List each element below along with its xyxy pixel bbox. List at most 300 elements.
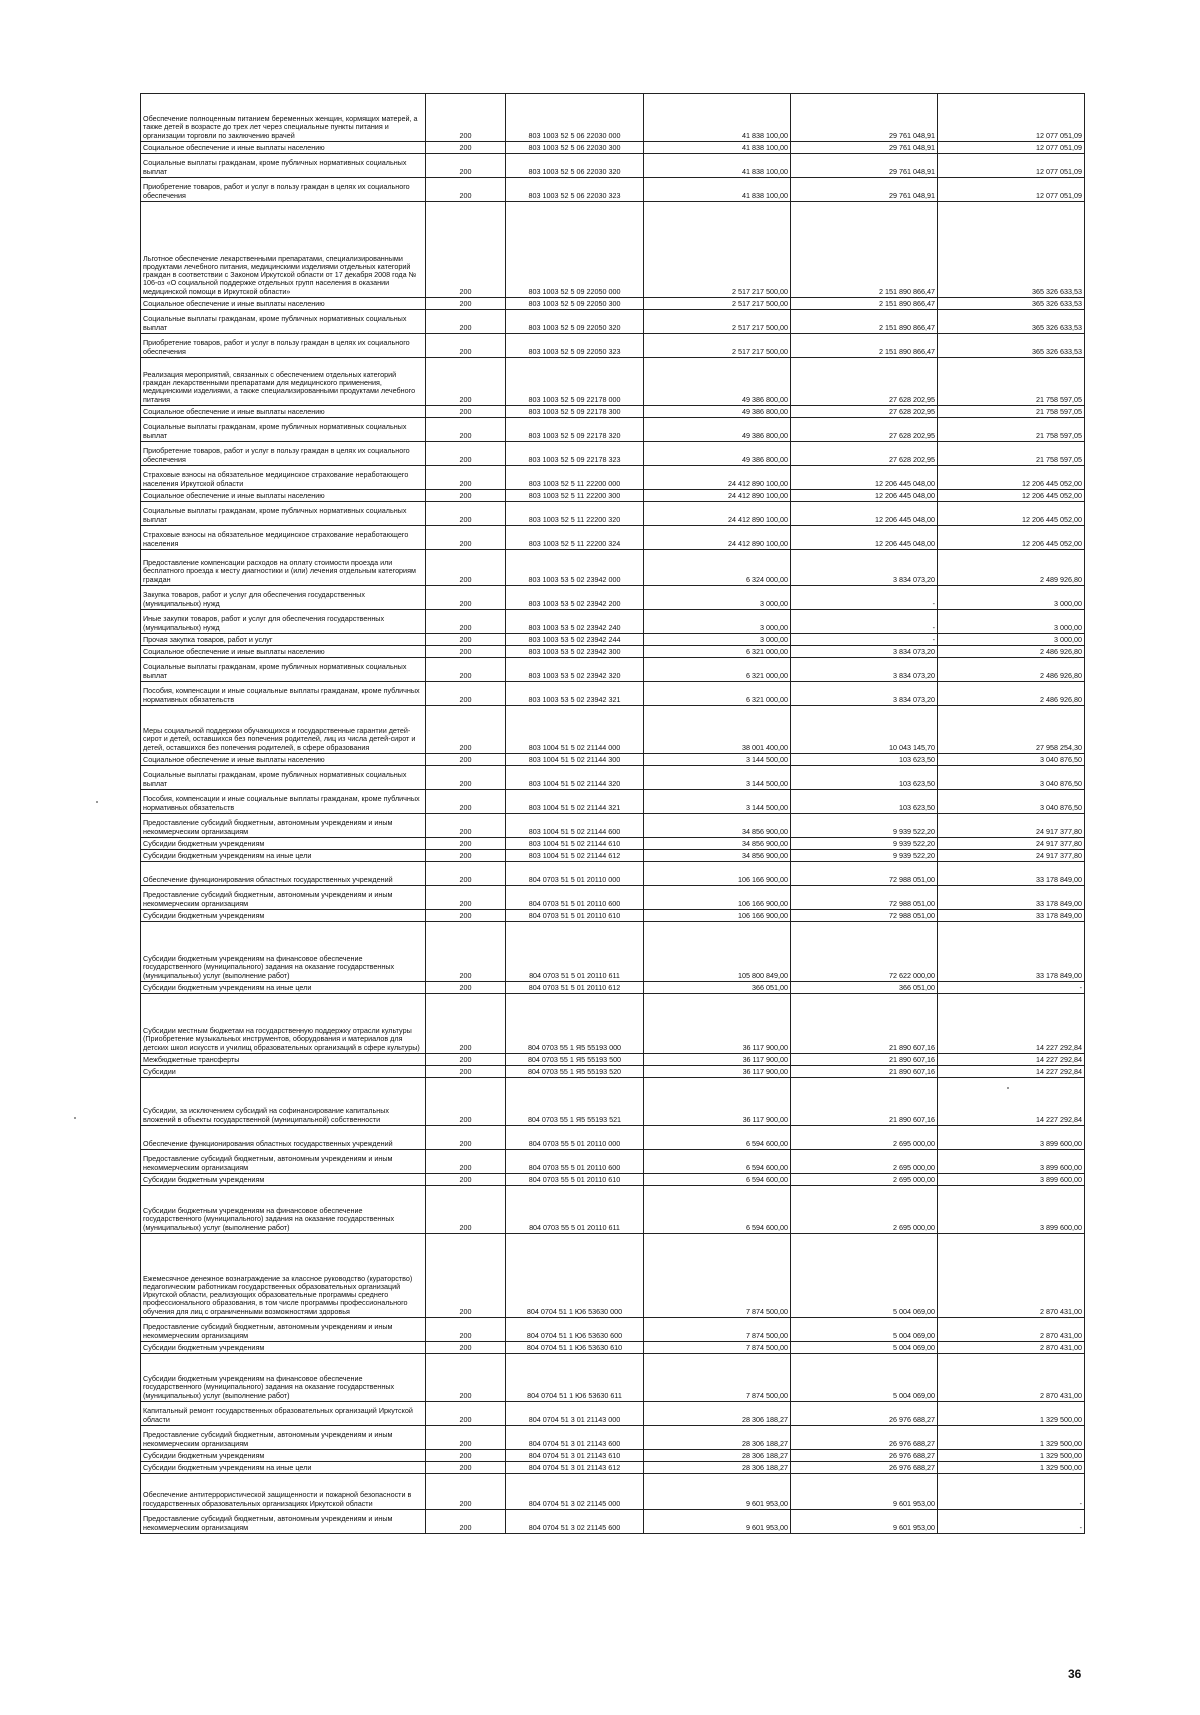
row-unexecuted-amount-cell: 33 178 849,00 [938,862,1085,886]
row-unexecuted-amount-cell: 24 917 377,80 [938,838,1085,850]
row-name-cell: Субсидии местным бюджетам на государственную поддержку отрасли культуры (Приобретение музыкальных инструментов, оборудования и материалов для детских школ искусств и училищ образовательных организаций в сфере культуры) [141,994,426,1054]
row-unexecuted-amount-cell: 2 870 431,00 [938,1234,1085,1318]
table-row [141,646,1085,658]
table-row [141,994,1085,1054]
row-approved-amount-cell: 36 117 900,00 [644,1066,791,1078]
row-code-cell: 200 [426,814,506,838]
table-row [141,886,1085,910]
row-classification-code-cell: 804 0704 51 3 01 21143 610 [506,1450,644,1462]
table-row [141,1426,1085,1450]
table-row [141,586,1085,610]
row-name-cell: Субсидии бюджетным учреждениям [141,1450,426,1462]
table-row [141,1066,1085,1078]
row-classification-code-cell: 803 1003 52 5 09 22050 000 [506,202,644,298]
scan-speck [96,801,98,803]
row-executed-amount-cell: 2 695 000,00 [791,1174,938,1186]
row-classification-code-cell: 804 0704 51 1 Ю6 53630 610 [506,1342,644,1354]
row-code-cell: 200 [426,658,506,682]
row-name-cell: Субсидии бюджетным учреждениям на иные цели [141,982,426,994]
row-approved-amount-cell: 105 800 849,00 [644,922,791,982]
row-executed-amount-cell: 366 051,00 [791,982,938,994]
row-classification-code-cell: 804 0703 55 1 Я5 55193 520 [506,1066,644,1078]
row-executed-amount-cell: - [791,634,938,646]
row-classification-code-cell: 803 1003 53 5 02 23942 300 [506,646,644,658]
row-name-cell: Социальное обеспечение и иные выплаты населению [141,646,426,658]
row-name-cell: Субсидии бюджетным учреждениям [141,910,426,922]
row-approved-amount-cell: 41 838 100,00 [644,178,791,202]
row-name-cell: Субсидии бюджетным учреждениям на финансовое обеспечение государственного (муниципального) задания на оказание государственных (муниципальных) услуг (выполнение работ) [141,1186,426,1234]
row-approved-amount-cell: 3 000,00 [644,586,791,610]
row-code-cell: 200 [426,334,506,358]
row-unexecuted-amount-cell: 14 227 292,84 [938,1066,1085,1078]
row-approved-amount-cell: 24 412 890 100,00 [644,502,791,526]
table-row [141,1054,1085,1066]
row-code-cell: 200 [426,1186,506,1234]
row-name-cell: Меры социальной поддержки обучающихся и государственные гарантии детей-сирот и детей, оставшихся без попечения родителей, лиц из числа детей-сирот и детей, оставшихся без попечения родителей, в сфере образования [141,706,426,754]
row-executed-amount-cell: 2 151 890 866,47 [791,202,938,298]
row-approved-amount-cell: 49 386 800,00 [644,406,791,418]
row-executed-amount-cell: 9 939 522,20 [791,838,938,850]
row-code-cell: 200 [426,850,506,862]
table-row [141,358,1085,406]
row-approved-amount-cell: 9 601 953,00 [644,1474,791,1510]
row-approved-amount-cell: 49 386 800,00 [644,418,791,442]
row-classification-code-cell: 804 0703 55 1 Я5 55193 000 [506,994,644,1054]
row-executed-amount-cell: 2 695 000,00 [791,1186,938,1234]
row-approved-amount-cell: 3 144 500,00 [644,790,791,814]
row-classification-code-cell: 803 1003 53 5 02 23942 320 [506,658,644,682]
row-approved-amount-cell: 34 856 900,00 [644,838,791,850]
table-row [141,94,1085,142]
row-code-cell: 200 [426,790,506,814]
row-approved-amount-cell: 7 874 500,00 [644,1354,791,1402]
row-code-cell: 200 [426,922,506,982]
row-classification-code-cell: 803 1003 52 5 06 22030 300 [506,142,644,154]
row-name-cell: Обеспечение полноценным питанием беременных женщин, кормящих матерей, а также детей в возрасте до трех лет через специальные пункты питания и организации торговли по заключению врачей [141,94,426,142]
table-row [141,610,1085,634]
row-name-cell: Субсидии бюджетным учреждениям на финансовое обеспечение государственного (муниципального) задания на оказание государственных (муниципальных) услуг (выполнение работ) [141,1354,426,1402]
row-classification-code-cell: 803 1003 52 5 09 22050 300 [506,298,644,310]
row-code-cell: 200 [426,838,506,850]
row-code-cell: 200 [426,466,506,490]
row-code-cell: 200 [426,142,506,154]
row-unexecuted-amount-cell: 2 870 431,00 [938,1354,1085,1402]
row-code-cell: 200 [426,1318,506,1342]
row-executed-amount-cell: 5 004 069,00 [791,1234,938,1318]
table-row [141,850,1085,862]
row-code-cell: 200 [426,634,506,646]
row-name-cell: Социальные выплаты гражданам, кроме публичных нормативных социальных выплат [141,418,426,442]
row-code-cell: 200 [426,1354,506,1402]
row-code-cell: 200 [426,886,506,910]
row-unexecuted-amount-cell: 12 206 445 052,00 [938,526,1085,550]
row-executed-amount-cell: 2 695 000,00 [791,1150,938,1174]
row-code-cell: 200 [426,418,506,442]
table-row [141,298,1085,310]
table-row [141,682,1085,706]
table-row [141,1462,1085,1474]
row-approved-amount-cell: 3 000,00 [644,610,791,634]
row-executed-amount-cell: 12 206 445 048,00 [791,466,938,490]
table-row [141,1342,1085,1354]
table-row [141,1078,1085,1126]
row-executed-amount-cell: 26 976 688,27 [791,1402,938,1426]
row-code-cell: 200 [426,1234,506,1318]
row-classification-code-cell: 803 1004 51 5 02 21144 610 [506,838,644,850]
row-code-cell: 200 [426,502,506,526]
row-code-cell: 200 [426,1510,506,1534]
row-code-cell: 200 [426,298,506,310]
row-approved-amount-cell: 41 838 100,00 [644,94,791,142]
row-name-cell: Предоставление субсидий бюджетным, автономным учреждениям и иным некоммерческим организациям [141,1510,426,1534]
row-classification-code-cell: 803 1003 53 5 02 23942 000 [506,550,644,586]
row-name-cell: Обеспечение функционирования областных государственных учреждений [141,1126,426,1150]
row-executed-amount-cell: 2 151 890 866,47 [791,310,938,334]
row-approved-amount-cell: 6 321 000,00 [644,658,791,682]
row-approved-amount-cell: 49 386 800,00 [644,442,791,466]
row-unexecuted-amount-cell: 3 040 876,50 [938,754,1085,766]
row-executed-amount-cell: 5 004 069,00 [791,1342,938,1354]
row-executed-amount-cell: 103 623,50 [791,766,938,790]
row-unexecuted-amount-cell: 3 040 876,50 [938,790,1085,814]
table-row [141,1174,1085,1186]
row-executed-amount-cell: 10 043 145,70 [791,706,938,754]
row-code-cell: 200 [426,1426,506,1450]
row-code-cell: 200 [426,994,506,1054]
row-name-cell: Субсидии бюджетным учреждениям на финансовое обеспечение государственного (муниципального) задания на оказание государственных (муниципальных) услуг (выполнение работ) [141,922,426,982]
row-executed-amount-cell: 12 206 445 048,00 [791,490,938,502]
row-executed-amount-cell: 3 834 073,20 [791,550,938,586]
row-code-cell: 200 [426,526,506,550]
row-classification-code-cell: 804 0704 51 1 Ю6 53630 000 [506,1234,644,1318]
row-classification-code-cell: 804 0704 51 3 01 21143 000 [506,1402,644,1426]
row-executed-amount-cell: 29 761 048,91 [791,142,938,154]
row-executed-amount-cell: 29 761 048,91 [791,178,938,202]
row-unexecuted-amount-cell: 365 326 633,53 [938,298,1085,310]
row-classification-code-cell: 804 0703 51 5 01 20110 611 [506,922,644,982]
row-approved-amount-cell: 28 306 188,27 [644,1426,791,1450]
row-executed-amount-cell: 21 890 607,16 [791,1054,938,1066]
row-name-cell: Субсидии, за исключением субсидий на софинансирование капитальных вложений в объекты государственной (муниципальной) собственности [141,1078,426,1126]
table-row [141,1186,1085,1234]
row-approved-amount-cell: 2 517 217 500,00 [644,334,791,358]
row-executed-amount-cell: 26 976 688,27 [791,1450,938,1462]
row-approved-amount-cell: 7 874 500,00 [644,1234,791,1318]
row-executed-amount-cell: 5 004 069,00 [791,1354,938,1402]
row-unexecuted-amount-cell: 12 077 051,09 [938,94,1085,142]
row-classification-code-cell: 803 1003 52 5 06 22030 323 [506,178,644,202]
row-unexecuted-amount-cell: 3 899 600,00 [938,1150,1085,1174]
row-executed-amount-cell: - [791,586,938,610]
row-unexecuted-amount-cell: 14 227 292,84 [938,1054,1085,1066]
row-name-cell: Предоставление субсидий бюджетным, автономным учреждениям и иным некоммерческим организациям [141,1318,426,1342]
row-unexecuted-amount-cell: 12 206 445 052,00 [938,466,1085,490]
row-name-cell: Обеспечение антитеррористической защищенности и пожарной безопасности в государственных образовательных организациях Иркутской области [141,1474,426,1510]
table-row [141,1402,1085,1426]
row-code-cell: 200 [426,406,506,418]
row-name-cell: Субсидии бюджетным учреждениям [141,838,426,850]
table-row [141,1510,1085,1534]
row-classification-code-cell: 803 1003 52 5 09 22050 323 [506,334,644,358]
row-approved-amount-cell: 24 412 890 100,00 [644,526,791,550]
row-executed-amount-cell: 27 628 202,95 [791,358,938,406]
row-classification-code-cell: 803 1003 52 5 09 22178 323 [506,442,644,466]
row-executed-amount-cell: 2 695 000,00 [791,1126,938,1150]
row-classification-code-cell: 804 0704 51 3 02 21145 000 [506,1474,644,1510]
row-executed-amount-cell: 2 151 890 866,47 [791,298,938,310]
row-executed-amount-cell: 72 988 051,00 [791,910,938,922]
row-approved-amount-cell: 7 874 500,00 [644,1318,791,1342]
table-row [141,418,1085,442]
row-name-cell: Социальное обеспечение и иные выплаты населению [141,142,426,154]
row-approved-amount-cell: 6 594 600,00 [644,1126,791,1150]
row-unexecuted-amount-cell: 1 329 500,00 [938,1462,1085,1474]
row-approved-amount-cell: 106 166 900,00 [644,862,791,886]
row-classification-code-cell: 803 1003 52 5 09 22050 320 [506,310,644,334]
row-classification-code-cell: 804 0703 55 5 01 20110 000 [506,1126,644,1150]
row-executed-amount-cell: 3 834 073,20 [791,658,938,682]
table-row [141,1354,1085,1402]
row-unexecuted-amount-cell: 21 758 597,05 [938,418,1085,442]
row-unexecuted-amount-cell: 3 899 600,00 [938,1174,1085,1186]
row-name-cell: Субсидии бюджетным учреждениям [141,1174,426,1186]
row-unexecuted-amount-cell: 2 870 431,00 [938,1318,1085,1342]
row-approved-amount-cell: 6 321 000,00 [644,646,791,658]
row-unexecuted-amount-cell: - [938,1510,1085,1534]
row-unexecuted-amount-cell: 33 178 849,00 [938,922,1085,982]
row-approved-amount-cell: 7 874 500,00 [644,1342,791,1354]
row-code-cell: 200 [426,586,506,610]
row-name-cell: Приобретение товаров, работ и услуг в пользу граждан в целях их социального обеспечения [141,442,426,466]
row-approved-amount-cell: 41 838 100,00 [644,142,791,154]
row-name-cell: Субсидии бюджетным учреждениям на иные цели [141,1462,426,1474]
row-code-cell: 200 [426,1474,506,1510]
row-code-cell: 200 [426,1066,506,1078]
row-executed-amount-cell: 2 151 890 866,47 [791,334,938,358]
row-code-cell: 200 [426,646,506,658]
row-approved-amount-cell: 41 838 100,00 [644,154,791,178]
row-approved-amount-cell: 38 001 400,00 [644,706,791,754]
scan-speck [74,1117,76,1119]
table-row [141,910,1085,922]
row-code-cell: 200 [426,1054,506,1066]
table-row [141,814,1085,838]
row-code-cell: 200 [426,1342,506,1354]
row-name-cell: Субсидии [141,1066,426,1078]
row-code-cell: 200 [426,1126,506,1150]
row-approved-amount-cell: 28 306 188,27 [644,1450,791,1462]
row-code-cell: 200 [426,910,506,922]
table-row [141,754,1085,766]
row-executed-amount-cell: 72 988 051,00 [791,862,938,886]
row-unexecuted-amount-cell: - [938,982,1085,994]
row-classification-code-cell: 803 1003 52 5 06 22030 320 [506,154,644,178]
row-unexecuted-amount-cell: 14 227 292,84 [938,994,1085,1054]
row-name-cell: Субсидии бюджетным учреждениям [141,1342,426,1354]
row-classification-code-cell: 803 1003 53 5 02 23942 200 [506,586,644,610]
row-classification-code-cell: 804 0703 55 5 01 20110 600 [506,1150,644,1174]
row-classification-code-cell: 804 0704 51 3 01 21143 612 [506,1462,644,1474]
table-row [141,766,1085,790]
row-name-cell: Социальное обеспечение и иные выплаты населению [141,754,426,766]
row-code-cell: 200 [426,442,506,466]
row-name-cell: Предоставление субсидий бюджетным, автономным учреждениям и иным некоммерческим организациям [141,1426,426,1450]
row-unexecuted-amount-cell: 2 870 431,00 [938,1342,1085,1354]
table-row [141,466,1085,490]
row-classification-code-cell: 804 0704 51 1 Ю6 53630 611 [506,1354,644,1402]
row-name-cell: Закупка товаров, работ и услуг для обеспечения государственных (муниципальных) нужд [141,586,426,610]
row-approved-amount-cell: 24 412 890 100,00 [644,466,791,490]
page-number: 36 [1068,1667,1082,1681]
row-name-cell: Социальные выплаты гражданам, кроме публичных нормативных социальных выплат [141,766,426,790]
row-classification-code-cell: 804 0703 51 5 01 20110 000 [506,862,644,886]
row-executed-amount-cell: 103 623,50 [791,754,938,766]
row-executed-amount-cell: 103 623,50 [791,790,938,814]
row-classification-code-cell: 803 1004 51 5 02 21144 321 [506,790,644,814]
row-approved-amount-cell: 24 412 890 100,00 [644,490,791,502]
row-classification-code-cell: 804 0703 51 5 01 20110 612 [506,982,644,994]
row-unexecuted-amount-cell: 12 077 051,09 [938,154,1085,178]
row-unexecuted-amount-cell: 2 486 926,80 [938,646,1085,658]
table-row [141,502,1085,526]
row-executed-amount-cell: 3 834 073,20 [791,682,938,706]
table-row [141,1126,1085,1150]
row-unexecuted-amount-cell: 14 227 292,84 [938,1078,1085,1126]
table-row [141,142,1085,154]
row-executed-amount-cell: 29 761 048,91 [791,94,938,142]
row-name-cell: Ежемесячное денежное вознаграждение за классное руководство (кураторство) педагогическим работникам государственных образовательных организаций Иркутской области, реализующих образовательные программы среднего профессионального образования, в том числе программы профессионального обучения для лиц с ограниченными возможностями здоровья [141,1234,426,1318]
row-executed-amount-cell: 27 628 202,95 [791,418,938,442]
row-name-cell: Социальные выплаты гражданам, кроме публичных нормативных социальных выплат [141,502,426,526]
row-code-cell: 200 [426,766,506,790]
row-name-cell: Социальное обеспечение и иные выплаты населению [141,298,426,310]
row-code-cell: 200 [426,610,506,634]
row-unexecuted-amount-cell: 3 000,00 [938,610,1085,634]
row-classification-code-cell: 804 0703 55 1 Я5 55193 521 [506,1078,644,1126]
row-unexecuted-amount-cell: 1 329 500,00 [938,1450,1085,1462]
row-classification-code-cell: 803 1003 52 5 09 22178 000 [506,358,644,406]
row-code-cell: 200 [426,94,506,142]
row-approved-amount-cell: 6 594 600,00 [644,1186,791,1234]
row-executed-amount-cell: 9 939 522,20 [791,850,938,862]
row-executed-amount-cell: 21 890 607,16 [791,994,938,1054]
table-row [141,1450,1085,1462]
row-approved-amount-cell: 6 321 000,00 [644,682,791,706]
row-code-cell: 200 [426,682,506,706]
row-approved-amount-cell: 3 144 500,00 [644,754,791,766]
row-executed-amount-cell: 26 976 688,27 [791,1462,938,1474]
table-row [141,154,1085,178]
row-unexecuted-amount-cell: 3 000,00 [938,634,1085,646]
row-unexecuted-amount-cell: 21 758 597,05 [938,358,1085,406]
row-classification-code-cell: 803 1003 53 5 02 23942 321 [506,682,644,706]
row-code-cell: 200 [426,358,506,406]
row-name-cell: Предоставление субсидий бюджетным, автономным учреждениям и иным некоммерческим организациям [141,814,426,838]
row-approved-amount-cell: 2 517 217 500,00 [644,298,791,310]
row-classification-code-cell: 804 0703 55 5 01 20110 610 [506,1174,644,1186]
row-classification-code-cell: 803 1003 52 5 09 22178 300 [506,406,644,418]
row-approved-amount-cell: 28 306 188,27 [644,1462,791,1474]
row-approved-amount-cell: 6 324 000,00 [644,550,791,586]
row-approved-amount-cell: 366 051,00 [644,982,791,994]
row-approved-amount-cell: 36 117 900,00 [644,1054,791,1066]
row-classification-code-cell: 803 1003 53 5 02 23942 240 [506,610,644,634]
row-code-cell: 200 [426,1174,506,1186]
row-name-cell: Страховые взносы на обязательное медицинское страхование неработающего населения Иркутской области [141,466,426,490]
table-row [141,790,1085,814]
row-unexecuted-amount-cell: - [938,1474,1085,1510]
row-executed-amount-cell: 27 628 202,95 [791,406,938,418]
row-approved-amount-cell: 106 166 900,00 [644,910,791,922]
row-approved-amount-cell: 3 000,00 [644,634,791,646]
table-row [141,526,1085,550]
table-row [141,550,1085,586]
row-name-cell: Социальное обеспечение и иные выплаты населению [141,406,426,418]
row-unexecuted-amount-cell: 12 077 051,09 [938,142,1085,154]
row-approved-amount-cell: 34 856 900,00 [644,850,791,862]
table-row [141,862,1085,886]
row-classification-code-cell: 803 1003 52 5 06 22030 000 [506,94,644,142]
row-name-cell: Социальные выплаты гражданам, кроме публичных нормативных социальных выплат [141,310,426,334]
row-classification-code-cell: 804 0704 51 3 01 21143 600 [506,1426,644,1450]
row-executed-amount-cell: 29 761 048,91 [791,154,938,178]
row-name-cell: Приобретение товаров, работ и услуг в пользу граждан в целях их социального обеспечения [141,178,426,202]
row-approved-amount-cell: 9 601 953,00 [644,1510,791,1534]
row-name-cell: Льготное обеспечение лекарственными препаратами, специализированными продуктами лечебного питания, медицинскими изделиями отдельных категорий граждан в соответствии с Законом Иркутской области от 17 декабря 2008 года № 106-оз «О социальной поддержке отдельных групп населения в оказании медицинской помощи в Иркутской области» [141,202,426,298]
row-executed-amount-cell: 9 939 522,20 [791,814,938,838]
row-executed-amount-cell: 27 628 202,95 [791,442,938,466]
row-unexecuted-amount-cell: 33 178 849,00 [938,910,1085,922]
row-unexecuted-amount-cell: 33 178 849,00 [938,886,1085,910]
row-unexecuted-amount-cell: 21 758 597,05 [938,442,1085,466]
table-row [141,334,1085,358]
row-name-cell: Реализация мероприятий, связанных с обеспечением отдельных категорий граждан лекарственными препаратами для медицинского применения, медицинскими изделиями, а также специализированными продуктами лечебного питания [141,358,426,406]
row-executed-amount-cell: 12 206 445 048,00 [791,502,938,526]
row-name-cell: Пособия, компенсации и иные социальные выплаты гражданам, кроме публичных нормативных обязательств [141,682,426,706]
row-code-cell: 200 [426,1150,506,1174]
row-unexecuted-amount-cell: 3 040 876,50 [938,766,1085,790]
row-approved-amount-cell: 106 166 900,00 [644,886,791,910]
row-name-cell: Межбюджетные трансферты [141,1054,426,1066]
row-classification-code-cell: 803 1004 51 5 02 21144 612 [506,850,644,862]
table-row [141,1318,1085,1342]
row-approved-amount-cell: 2 517 217 500,00 [644,310,791,334]
row-approved-amount-cell: 3 144 500,00 [644,766,791,790]
row-name-cell: Капитальный ремонт государственных образовательных организаций Иркутской области [141,1402,426,1426]
table-row [141,178,1085,202]
row-code-cell: 200 [426,1078,506,1126]
table-row [141,634,1085,646]
row-unexecuted-amount-cell: 24 917 377,80 [938,814,1085,838]
row-name-cell: Субсидии бюджетным учреждениям на иные цели [141,850,426,862]
row-code-cell: 200 [426,754,506,766]
row-classification-code-cell: 804 0703 55 5 01 20110 611 [506,1186,644,1234]
scan-speck [1007,1087,1009,1089]
row-code-cell: 200 [426,706,506,754]
row-executed-amount-cell: 5 004 069,00 [791,1318,938,1342]
row-code-cell: 200 [426,550,506,586]
row-classification-code-cell: 803 1003 52 5 11 22200 320 [506,502,644,526]
row-code-cell: 200 [426,178,506,202]
row-classification-code-cell: 804 0704 51 3 02 21145 600 [506,1510,644,1534]
row-code-cell: 200 [426,310,506,334]
row-code-cell: 200 [426,154,506,178]
row-name-cell: Предоставление компенсации расходов на оплату стоимости проезда или бесплатного проезда к месту диагностики и (или) лечения отдельным категориям граждан [141,550,426,586]
row-executed-amount-cell: 26 976 688,27 [791,1426,938,1450]
table-row [141,310,1085,334]
table-row [141,838,1085,850]
row-executed-amount-cell: 9 601 953,00 [791,1510,938,1534]
